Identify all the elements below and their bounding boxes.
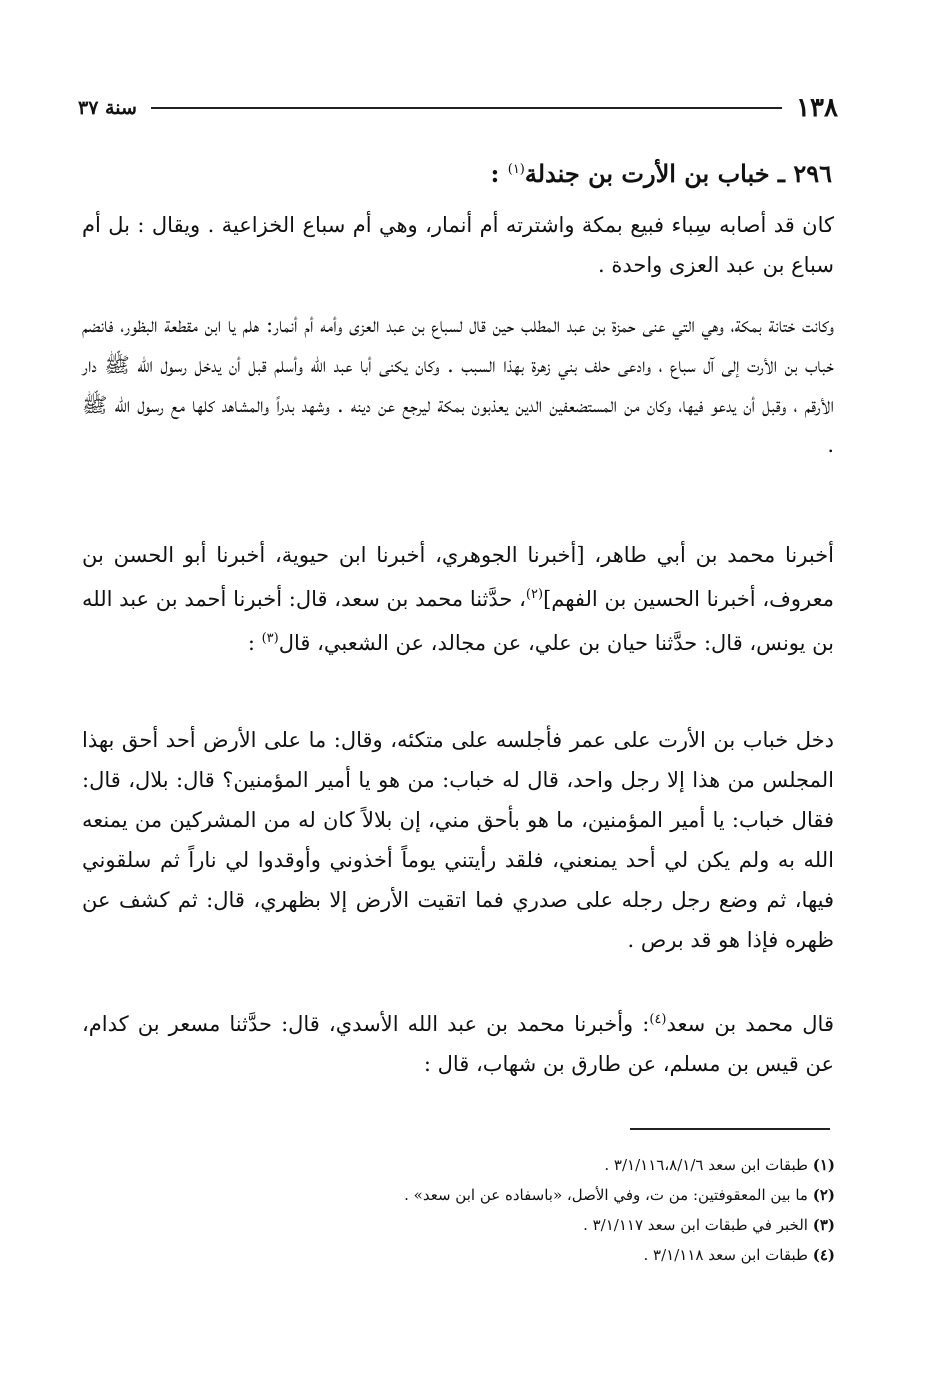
footnote-3	[300, 1210, 835, 1240]
paragraph-3	[82, 535, 834, 663]
footnotes	[300, 1150, 835, 1270]
p5-part-1: قال محمد بن سعد	[666, 1012, 834, 1036]
page-header	[78, 88, 838, 128]
footnote-ref-2: (٢)	[525, 587, 544, 602]
entry-title: ٢٩٦ ـ خباب بن الأرت بن جندلة	[524, 159, 832, 188]
footnote-ref-1: (١)	[507, 162, 525, 177]
footnote-number: (١)	[812, 1156, 835, 1174]
entry-heading	[80, 150, 832, 194]
entry-title-colon: :	[490, 159, 508, 188]
paragraph-2: وكانت ختانة بمكة، وهي التي عنى حمزة بن عبد المطلب حين قال لسباع بن عبد العزى وأمه أم أنمار: هلم يا ابن مقطعة البظور، فانضم خباب بن الأرت إلى آل سباع ، وادعى حلف بني زهرة بهذا السبب . وكان يكنى أبا عبد الله وأسلم قبل أن يدخل رسول الله ﷺ دار الأرقم ، وقبل أن يدعو فيها، وكان من المستضعفين الدين يعذبون بمكة ليرجع عن دينه . وشهد بدراً والمشاهد كلها مع رسول الله ﷺ .	[82, 313, 834, 457]
footnote-text: الخبر في طبقات ابن سعد ٣/١/١١٧ .	[583, 1216, 808, 1234]
footnote-number: (٤)	[812, 1246, 835, 1264]
paragraph-1: كان قد أصابه سِباء فبيع بمكة واشترته أم أنمار، وهي أم سباع الخزاعية . ويقال : بل أم سباع بن عبد العزى واحدة .	[82, 213, 834, 277]
footnote-separator	[630, 1128, 830, 1130]
footnote-1	[300, 1150, 835, 1180]
footnote-number: (٢)	[812, 1186, 835, 1204]
footnote-number: (٣)	[812, 1216, 835, 1234]
paragraph-5	[82, 1000, 834, 1084]
footnote-2	[300, 1180, 835, 1210]
footnote-text: ما بين المعقوفتين: من ت، وفي الأصل، «باسفاده عن ابن سعد» .	[404, 1186, 808, 1204]
isnad-part-2: ، حدَّثنا محمد بن سعد، قال: أخبرنا أحمد بن عبد الله بن يونس، قال: حدَّثنا حيان بن علي، عن مجالد، عن الشعبي، قال	[82, 587, 834, 655]
year-label: سنة ٣٧	[78, 97, 137, 119]
footnote-text: طبقات ابن سعد ٣/١/١١٦،٨/١/٦ .	[604, 1156, 808, 1174]
p5-part-2: : وأخبرنا محمد بن عبد الله الأسدي، قال: حدَّثنا مسعر بن كدام، عن قيس بن مسلم، عن طارق بن شهاب، قال :	[82, 1012, 834, 1076]
footnote-text: طبقات ابن سعد ٣/١/١١٨ .	[643, 1246, 808, 1264]
footnote-ref-4: (٤)	[649, 1012, 667, 1027]
footnote-ref-3: (٣)	[261, 631, 279, 646]
page-number: ١٣٨	[796, 93, 838, 123]
isnad-part-1: أخبرنا محمد بن أبي طاهر، [أخبرنا الجوهري، أخبرنا ابن حيوية، أخبرنا أبو الحسن بن معروف، أخبرنا الحسين بن الفهم]	[82, 543, 835, 611]
footnote-4	[300, 1240, 835, 1270]
header-rule	[151, 107, 782, 109]
isnad-colon: :	[247, 631, 262, 655]
paragraph-4: دخل خباب بن الأرت على عمر فأجلسه على متكئه، وقال: ما على الأرض أحد أحق بهذا المجلس من هذا إلا رجل واحد، قال له خباب: من هو يا أمير المؤمنين؟ قال: بلال، قال: فقال خباب: يا أمير المؤمنين، ما هو بأحق مني، إن بلالاً كان له من المشركين من يمنعه الله به ولم يكن لي أحد يمنعني، فلقد رأيتني يوماً أخذوني وأوقدوا لي ناراً ثم سلقوني فيها، ثم وضع رجل رجله على صدري فما اتقيت الأرض إلا بظهري، قال: ثم كشف عن ظهره فإذا هو قد برص .	[82, 728, 834, 952]
